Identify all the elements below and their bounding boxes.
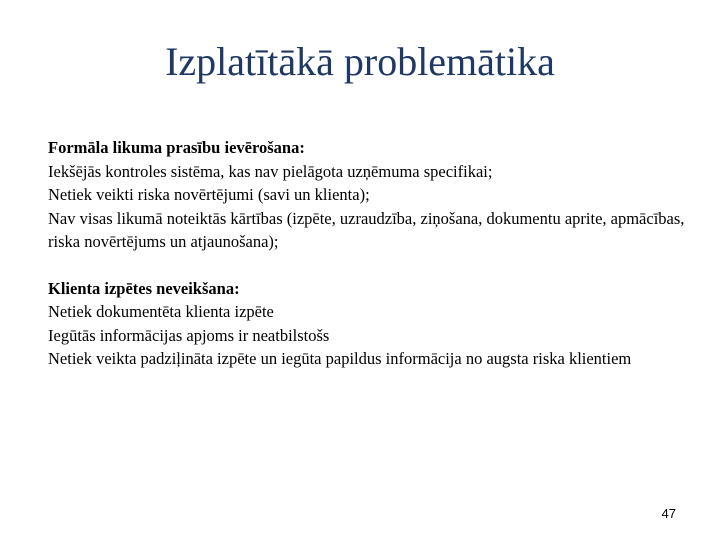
slide-content — [48, 136, 688, 371]
section-heading: Klienta izpētes neveikšana: — [48, 278, 240, 298]
slide-title: Izplatītākā problemātika — [165, 39, 555, 84]
text-line: Iegūtās informācijas apjoms ir neatbilstošs — [48, 325, 330, 345]
page-number: 47 — [661, 506, 676, 521]
section-heading: Formāla likuma prasību ievērošana: — [48, 138, 305, 157]
text-line: Nav visas likumā noteiktās kārtības (izpēte, uzraudzība, ziņošana, dokumentu aprite, apmācības, riska novērtējums un atjaunošana); — [48, 208, 685, 251]
text-line: Netiek veikti riska novērtējumi (savi un klienta); — [48, 185, 370, 204]
text-line: Iekšējās kontroles sistēma, kas nav pielāgota uzņēmuma specifikai; — [48, 161, 493, 181]
section-formal-compliance — [48, 136, 688, 254]
text-line: Netiek dokumentēta klienta izpēte — [48, 302, 274, 321]
text-line: Netiek veikta padziļināta izpēte un iegūta papildus informācija no augsta riska klientiem — [48, 349, 632, 368]
section-client-due-diligence — [48, 277, 688, 371]
